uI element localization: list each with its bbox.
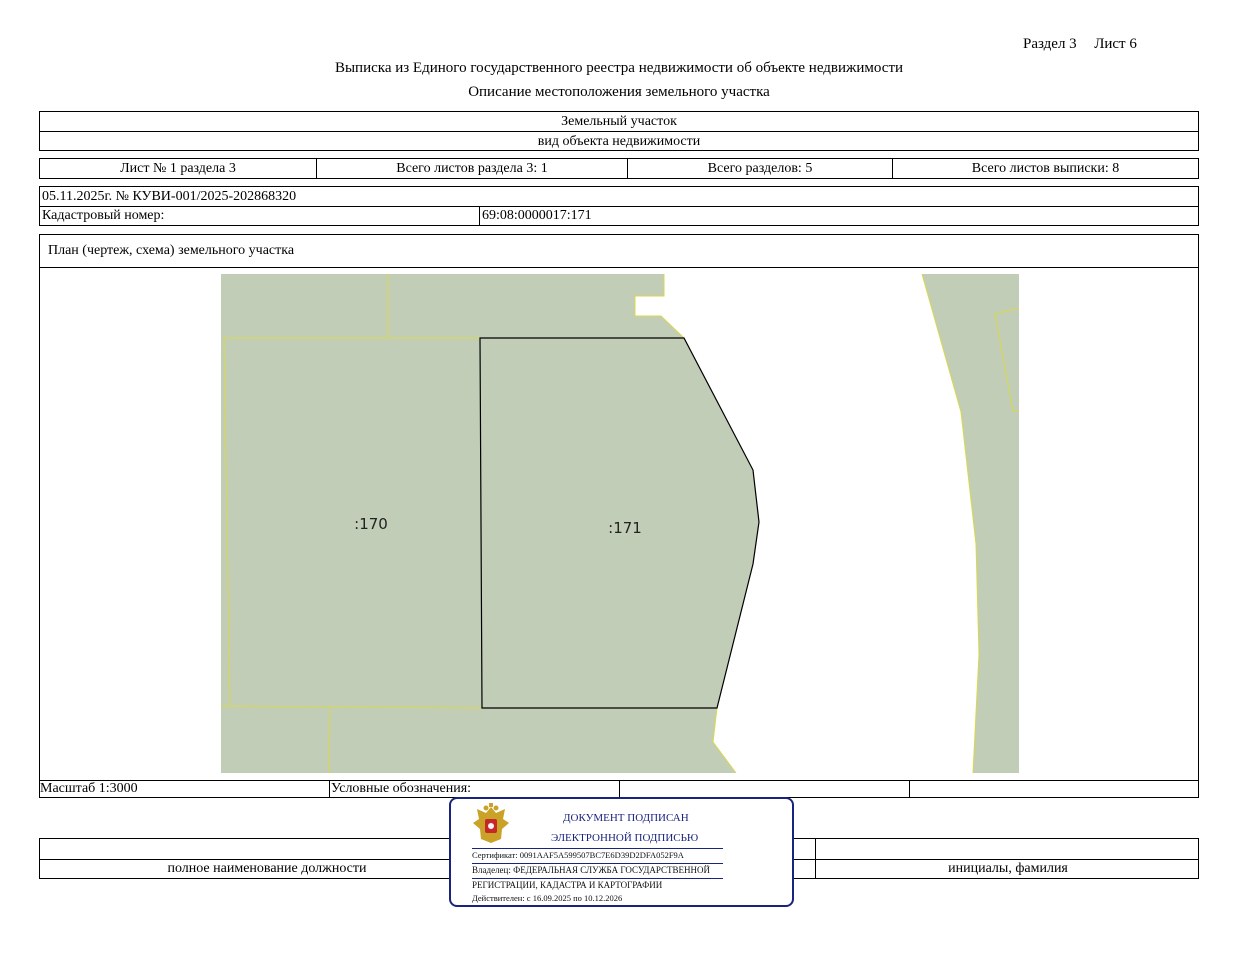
stamp-rule bbox=[472, 878, 723, 879]
stamp-validity: Действителен: с 16.09.2025 по 10.12.2026 bbox=[472, 893, 623, 903]
coat-of-arms-icon bbox=[471, 803, 511, 847]
total-sheets-extract-cell: Всего листов выписки: 8 bbox=[971, 161, 1120, 176]
electronic-signature-stamp bbox=[449, 797, 794, 907]
record-date-number: 05.11.2025г. № КУВИ-001/2025-202868320 bbox=[42, 189, 297, 204]
sheet-number: Лист 6 bbox=[1094, 36, 1137, 52]
stamp-line-1: ДОКУМЕНТ ПОДПИСАН bbox=[563, 812, 689, 824]
divider bbox=[329, 781, 330, 797]
divider bbox=[40, 131, 1198, 132]
stamp-line-2: ЭЛЕКТРОННОЙ ПОДПИСЬЮ bbox=[551, 832, 699, 844]
sheet-info-row bbox=[39, 158, 1199, 179]
object-type-value: Земельный участок bbox=[561, 114, 677, 129]
stamp-rule bbox=[472, 848, 723, 849]
total-sections-cell: Всего разделов: 5 bbox=[707, 161, 813, 176]
divider bbox=[909, 781, 910, 797]
divider bbox=[479, 206, 480, 226]
stamp-certificate: Сертификат: 0091AAF5A599507BC7E6D39D2DFA052F9A bbox=[472, 850, 684, 860]
parcel-label-171: :171 bbox=[608, 519, 642, 537]
page-header-section bbox=[1023, 36, 1137, 53]
legend-label: Условные обозначения: bbox=[331, 781, 472, 796]
legend-row bbox=[39, 780, 1199, 798]
object-type-caption: вид объекта недвижимости bbox=[537, 134, 701, 149]
document-title: Выписка из Единого государственного реестра недвижимости об объекте недвижимости bbox=[334, 60, 904, 76]
name-caption: инициалы, фамилия bbox=[948, 861, 1068, 876]
parcel-plan-drawing bbox=[221, 274, 1019, 773]
sheet-number-cell: Лист № 1 раздела 3 bbox=[120, 161, 236, 176]
divider bbox=[40, 206, 1198, 207]
plan-title: План (чертеж, схема) земельного участка bbox=[48, 243, 295, 258]
stamp-owner-line-1: Владелец: ФЕДЕРАЛЬНАЯ СЛУЖБА ГОСУДАРСТВЕННОЙ bbox=[472, 865, 711, 875]
stamp-rule bbox=[472, 863, 723, 864]
parcel-label-170: :170 bbox=[354, 515, 388, 533]
stamp-owner-line-2: РЕГИСТРАЦИИ, КАДАСТРА И КАРТОГРАФИИ bbox=[472, 880, 663, 890]
divider bbox=[40, 267, 1198, 268]
cadastral-number-label: Кадастровый номер: bbox=[42, 208, 165, 223]
section-number: Раздел 3 bbox=[1023, 36, 1077, 52]
cadastral-number-value: 69:08:0000017:171 bbox=[482, 208, 592, 223]
document-subtitle: Описание местоположения земельного участка bbox=[468, 84, 770, 100]
scale-label: Масштаб 1:3000 bbox=[40, 781, 138, 796]
parcel-right-strip bbox=[922, 274, 1019, 773]
object-type-box bbox=[39, 111, 1199, 151]
position-caption: полное наименование должности bbox=[167, 861, 367, 876]
record-box bbox=[39, 186, 1199, 226]
total-sheets-section-cell: Всего листов раздела 3: 1 bbox=[396, 161, 548, 176]
divider bbox=[619, 781, 620, 797]
